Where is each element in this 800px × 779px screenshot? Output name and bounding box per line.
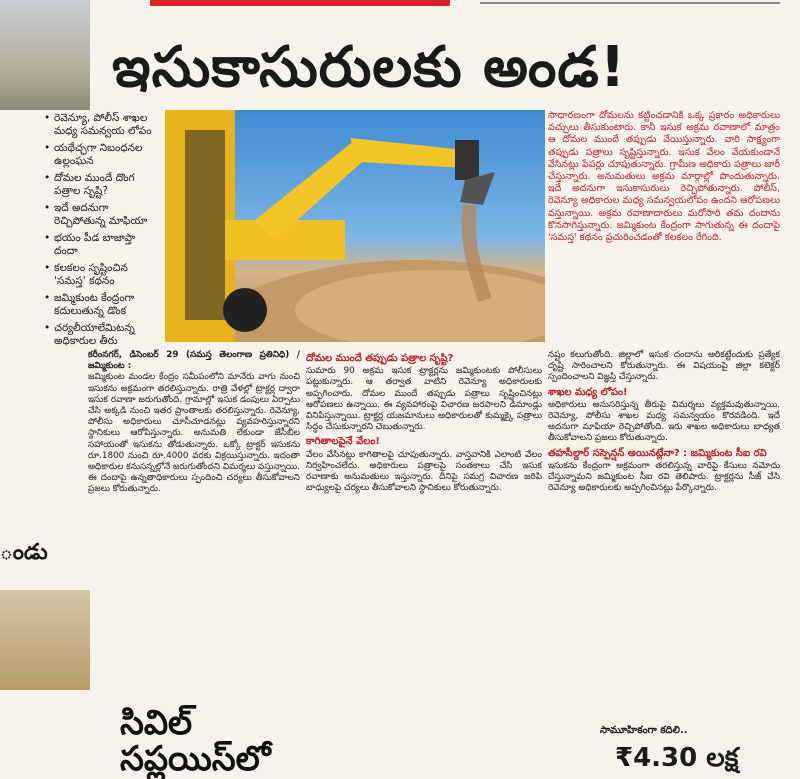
left-photo — [0, 0, 90, 110]
body-paragraph: వేలం వేసినట్లు కాగితాలపై చూపుతున్నారు. వాస్తవానికి ఎలాంటి వేలం నిర్వహించలేదు. అధికారులు పత్రాలపై సంతకాలు చేసి ఇసుక రవాణాకు అనుమతులు ఇస్తున్నారు. దీనిపై సమగ్ర విచారణ జరిపి బాధ్యులపై చర్యలు తీసుకోవాలని స్థానికులు కోరుతున్నారు. — [306, 449, 542, 494]
left-side-heading: ండు — [0, 540, 48, 565]
body-column-2 — [306, 350, 542, 494]
body-paragraph: జమ్మికుంట మండల కేంద్రం సమీపంలోని మానేరు వాగు నుంచి ఇసుకను అక్రమంగా తరలిస్తున్నారు. రాత్రి వేళల్లో ట్రాక్టర్ల ద్వారా ఇసుక రవాణా జరుగుతోంది. గ్రామాల్లో ఇసుక డంపులు ఏర్పాటు చేసి అక్కడి నుంచి ఇతర ప్రాంతాలకు తరలిస్తున్నారు. రెవెన్యూ, పోలీసు అధికారులు చూసీచూడనట్లు వ్యవహరిస్తున్నారని స్థానికులు ఆరోపిస్తున్నారు. అనుమతి లేకుండా జేసీబీల సహాయంతో ఇసుకను తోడుతున్నారు. ఒక్కో ట్రాక్టర్ ఇసుకను రూ.1800 నుంచి రూ.4000 వరకు విక్రయిస్తున్నారు. ఇదంతా అధికారుల కనుసన్నల్లోనే జరుగుతోందని విమర్శలు వస్తున్నాయి. ఈ దందాపై ఉన్నతాధికారులు స్పందించి చర్యలు తీసుకోవాలని ప్రజలు కోరుతున్నారు. — [88, 372, 300, 495]
body-paragraph: ఇసుకను కేంద్రంగా అక్రమంగా తరలిస్తున్న వారిపై కేసులు నమోదు చేస్తున్నామని జమ్మికుంట సీఐ రవి తెలిపారు. ట్రాక్టర్లను సీజ్ చేసి రెవెన్యూ అధికారులకు అప్పగించినట్లు పేర్కొన్నారు. — [548, 460, 780, 494]
bullet-item: • భయం పీడ బాజాప్తా దందా — [44, 232, 162, 258]
top-thin-rule — [480, 2, 780, 4]
bullet-item: • ఇదే అదనుగా రెచ్చిపోతున్న మాఫియా — [44, 202, 162, 228]
body-paragraph: అధికారులు అనుసరిస్తున్న తీరుపై విమర్శలు వ్యక్తమవుతున్నాయి. రెవెన్యూ, పోలీసు శాఖల మధ్య సమన్వయం కొరవడింది. ఇదే అదనుగా మాఫియా రెచ్చిపోతోంది. ఇరు శాఖల అధికారులు బాధ్యత తీసుకోవాలని ప్రజలు కోరుతున్నారు. — [548, 399, 780, 444]
left-photo-lower — [0, 590, 90, 690]
bullet-item: • రెవెన్యూ, పోలీస్ శాఖల మధ్య సమన్వయ లోపం — [44, 112, 162, 138]
body-paragraph: సుమారు 90 అక్రమ ఇసుక ట్రాక్టర్లను జమ్మికుంటకు పోలీసులు పట్టుకున్నారు. ఆ తర్వాత వాటిని రెవెన్యూ అధికారులకు అప్పగించారు. దోమల ముందే తప్పుడు పత్రాలు సృష్టించినట్లు ఆరోపణలు ఉన్నాయి. ఈ వ్యవహారంపై విచారణ జరపాలని డిమాండ్లు వినిపిస్తున్నాయి. ట్రాక్టర్ల యజమానులు అధికారులతో కుమ్మక్కై పత్రాలు సిద్ధం చేసుకున్నారని చెబుతున్నారు. — [306, 366, 542, 433]
bullet-item: • దోమల ముందే దొంగ పత్రాల సృష్టి? — [44, 172, 162, 198]
top-red-rule — [150, 0, 450, 6]
bullet-item: • జమ్మికుంట కేంద్రంగా కదులుతున్న డొంక — [44, 292, 162, 318]
body-column-1 — [88, 350, 300, 496]
bullet-item: • కలకలం సృష్టించిన 'సమస్త' కథనం — [44, 262, 162, 288]
bottom-number: ₹4.30 లక్ష — [615, 743, 739, 773]
intro-red-text: సాధారణంగా దోమలను కట్టించడానికి ఒక్క ప్రకారం అధికారులు వచ్చులు తీసుకుంటారు. కానీ ఇసుక అక్రమ రవాణాలో మాత్రం ఆ దోమల ముందే తప్పుడు వేయిస్తున్నారు. వారి సాక్ష్యంగా తప్పుడు పత్రాలు సృష్టిస్తున్నారు. ఇసుక వేలం వేయకుండానే వేసినట్లు పేపర్లు చూపుతున్నారు. గ్రామీణ అధికారు పత్రాలు జారీ చేస్తున్నారు. అనుమతులు అక్రమ మార్గాల్లో పొందుతున్నారు. ఇదే అదనుగా ఇసుకాసురులు రెచ్చిపోతున్నారు. పోలీస్, రెవెన్యూ అధికారుల మధ్య సమన్వయలోపం ఉందని ఆరోపణలు వస్తున్నాయి. అక్రమ రవాణాదారులు మరోసారి తమ దందాను కొనసాగిస్తున్నారు. జమ్మికుంట కేంద్రంగా సాగుతున్న ఈ దందాపై 'సమస్త' కథనం ప్రచురించడంతో కలకలం రేగింది. — [548, 110, 780, 244]
headline: ఇసుకాసురులకు అండ! — [112, 35, 627, 100]
excavator-photo — [165, 110, 545, 342]
subhead: తహసీల్దార్ సస్పెన్షన్ అయినట్లేనా? : జమ్మికుంట సీఐ రవి — [548, 447, 767, 459]
bullet-item: • చర్యలీయాలేమిటన్న అధికారుల తీరు — [44, 322, 162, 348]
dateline: కరీంనగర్, డిసెంబర్ 29 (సమస్త తెలంగాణ ప్రతినిధి) / జమ్మికుంట : — [88, 350, 300, 372]
bottom-headline: సివిల్ సప్లయిస్‌లో — [120, 703, 271, 779]
subhead: కాగితాలపైనే వేలం! — [306, 436, 380, 448]
body-paragraph: నష్టం కలుగుతోంది. జిల్లాలో ఇసుక దందాను అరికట్టేందుకు ప్రత్యేక దృష్టి సారించాలని కోరుతున్నారు. ఈ విషయంపై జిల్లా కలెక్టర్ స్పందించాలని విజ్ఞప్తి చేస్తున్నారు. — [548, 350, 780, 383]
bullet-item: • యథేచ్ఛగా నిబంధనల ఉల్లంఘన — [44, 142, 162, 168]
body-column-3 — [548, 350, 780, 494]
subhead: దోమల ముందే తప్పుడు పత్రాల సృష్టి? — [306, 353, 454, 364]
excavator-illustration — [165, 110, 545, 342]
caption: సామూహికంగా కదిలి.. — [600, 725, 688, 736]
subhead: శాఖల మధ్య లోపం! — [548, 386, 628, 398]
bullet-list — [44, 112, 162, 352]
